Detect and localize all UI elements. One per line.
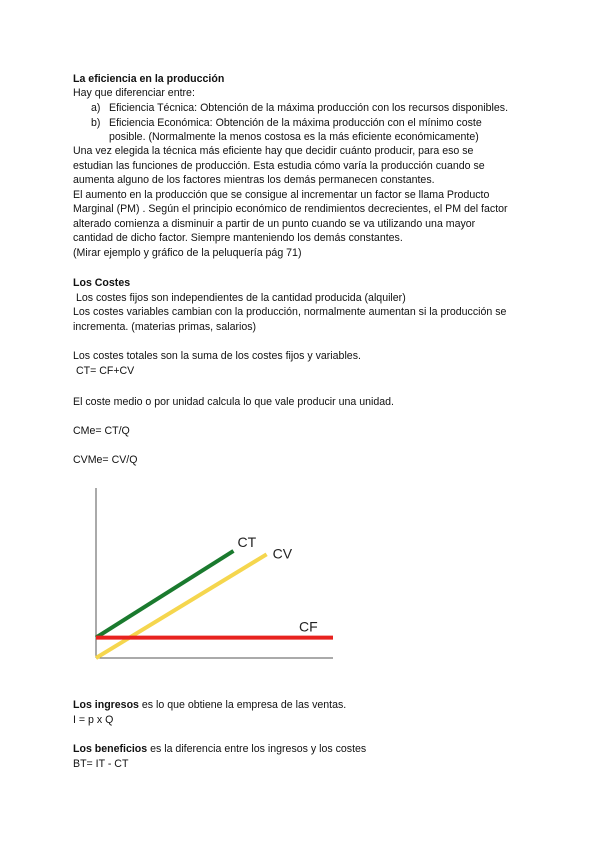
ingresos-formula: I = p x Q — [73, 714, 114, 726]
costes-variables-cont: incrementa. (materias primas, salarios) — [73, 321, 257, 333]
ingresos-term: Los ingresos — [73, 699, 139, 711]
paragraph-line: aumenta alguno de los factores mientras los demás permanecen constantes. — [73, 174, 435, 186]
beneficios-formula: BT= IT - CT — [73, 758, 129, 770]
paragraph-line: Marginal (PM) . Según el principio económico de rendimientos decrecientes, el PM del factor — [73, 203, 508, 215]
costes-fijos-text: Los costes fijos son independientes de la cantidad producida (alquiler) — [73, 292, 406, 304]
intro-text: Hay que diferenciar entre: — [73, 87, 195, 99]
cme-formula: CMe= CT/Q — [73, 425, 130, 437]
cost-chart — [88, 474, 348, 664]
costes-totales-text: Los costes totales son la suma de los costes fijos y variables. — [73, 350, 361, 362]
series-layer — [96, 551, 333, 658]
costes-variables-text: Los costes variables cambian con la producción, normalmente aumentan si la producción se — [73, 306, 507, 318]
paragraph-line: alterado comienza a disminuir a partir de un punto cuando se va utilizando una mayor — [73, 218, 476, 230]
paragraph-line: cantidad de dicho factor. Siempre manteniendo los demás constantes. — [73, 232, 403, 244]
label-layer — [237, 534, 317, 635]
series-line-ct — [96, 551, 233, 638]
paragraph-line: El aumento en la producción que se consigue al incrementar un factor se llama Producto — [73, 189, 490, 201]
list-marker: b) — [91, 117, 101, 129]
ingresos-definition — [73, 698, 346, 712]
beneficios-definition — [73, 742, 366, 756]
section-title-eficiencia: La eficiencia en la producción — [73, 73, 225, 85]
section-title-costes: Los Costes — [73, 277, 131, 289]
series-label-cf: CF — [299, 618, 318, 635]
series-line-cv — [96, 554, 267, 658]
beneficios-rest: es la diferencia entre los ingresos y los costes — [147, 743, 367, 755]
cvme-formula: CVMe= CV/Q — [73, 454, 138, 466]
paragraph-line: estudian las funciones de producción. Esta estudia cómo varía la producción cuando se — [73, 160, 485, 172]
list-marker: a) — [91, 102, 101, 114]
beneficios-term: Los beneficios — [73, 743, 148, 755]
ct-formula: CT= CF+CV — [73, 365, 135, 377]
series-label-cv: CV — [272, 545, 293, 562]
series-label-ct: CT — [237, 533, 257, 550]
list-item-economica-cont: posible. (Normalmente la menos costosa es la más eficiente económicamente) — [109, 131, 479, 143]
paragraph-line: Una vez elegida la técnica más eficiente hay que decidir cuánto producir, para eso se — [73, 145, 474, 157]
list-item-tecnica: Eficiencia Técnica: Obtención de la máxima producción con los recursos disponibles. — [109, 102, 509, 114]
ingresos-rest: es lo que obtiene la empresa de las ventas. — [138, 699, 347, 711]
paragraph-line: (Mirar ejemplo y gráfico de la peluquería pág 71) — [73, 247, 302, 259]
coste-medio-text: El coste medio o por unidad calcula lo que vale producir una unidad. — [73, 396, 394, 408]
list-item-economica: Eficiencia Económica: Obtención de la máxima producción con el mínimo coste — [109, 117, 482, 129]
